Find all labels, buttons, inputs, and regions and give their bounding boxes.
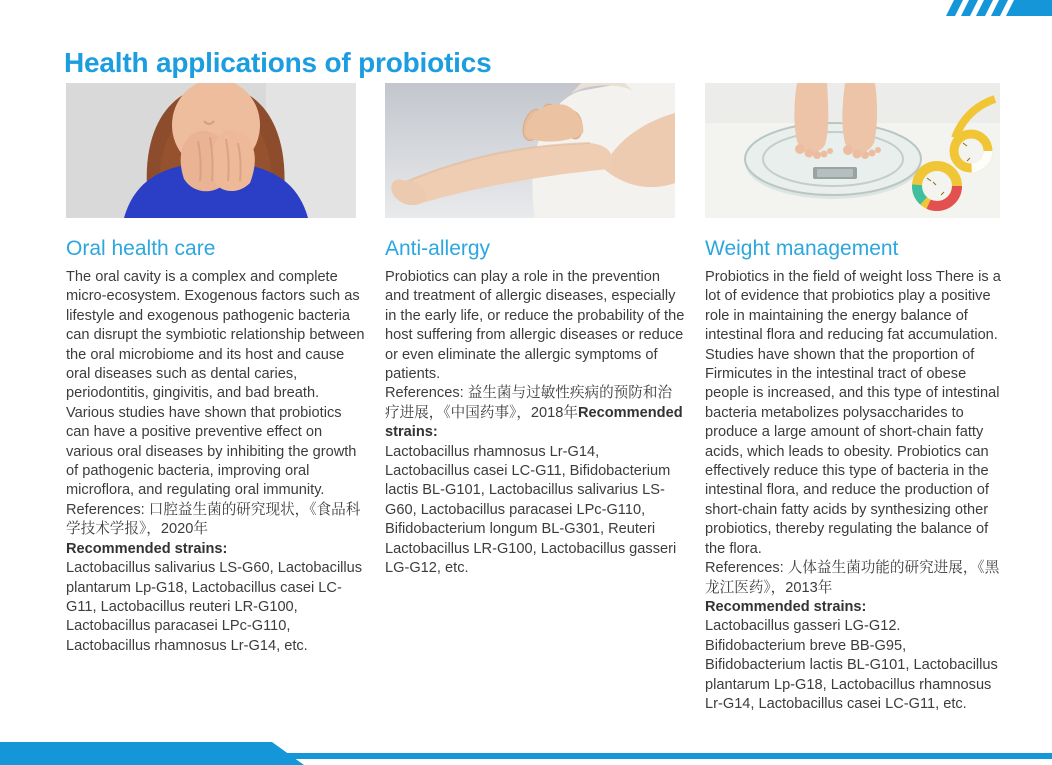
- oral-references: References: 口腔益生菌的研究现状，《食品科学技术学报》，2020年: [66, 501, 361, 538]
- footer-bar-decoration: [0, 740, 1052, 765]
- allergy-references-recommended: [385, 384, 685, 442]
- oral-strains: Lactobacillus salivarius LS-G60, Lactobacillus plantarum Lp-G18, Lactobacillus casei LC-G11, Lactobacillus reuteri LR-G100, Lactobacillus paracasei LPc-G110, Lactobacillus rhamnosus Lr-G14, etc.: [66, 560, 363, 654]
- column-text-oral-health: [66, 268, 366, 656]
- column-oral-health: [66, 83, 366, 656]
- allergy-strains: Lactobacillus rhamnosus Lr-G14, Lactobacillus casei LC-G11, Bifidobacterium lactis BL-G101, Lactobacillus salivarius LS-G60, Lactobacillus paracasei LPc-G110, Bifidobacterium longum BL-G301, Reuteri Lactobacillus LR-G100, Lactobacillus gasseri LG-G12, etc.: [385, 443, 677, 577]
- oral-health-photo: [66, 83, 356, 218]
- column-heading-anti-allergy: Anti-allergy: [385, 237, 491, 260]
- oral-recommended-label: Recommended strains:: [66, 540, 228, 557]
- column-anti-allergy: [385, 83, 685, 579]
- anti-allergy-photo: [385, 83, 675, 218]
- weight-strains: Lactobacillus gasseri LG-G12. Bifidobacterium breve BB-G95, Bifidobacterium lactis BL-G101, Lactobacillus plantarum Lp-G18, Lactobacillus rhamnosus Lr-G14, Lactobacillus casei LC-G11, etc.: [705, 618, 998, 712]
- column-weight-management: [705, 83, 1005, 714]
- column-heading-weight-management: Weight management: [705, 237, 899, 260]
- column-text-weight-management: [705, 268, 1005, 714]
- column-text-anti-allergy: [385, 268, 685, 579]
- weight-management-photo: [705, 83, 1000, 218]
- column-heading-oral-health: Oral health care: [66, 237, 216, 260]
- allergy-description: Probiotics can play a role in the prevention and treatment of allergic diseases, especially in the early life, or reduce the probability of the host suffering from allergic diseases or reduce or even eliminate the allergic symptoms of patients.: [385, 269, 685, 383]
- page-title: Health applications of probiotics: [64, 46, 492, 78]
- allergy-references: References: 益生菌与过敏性疾病的预防和治疗进展，《中国药事》，2018年: [385, 385, 673, 421]
- weight-recommended-label: Recommended strains:: [705, 598, 867, 615]
- oral-description: The oral cavity is a complex and complete micro-ecosystem. Exogenous factors such as lifestyle and exogenous pathogenic bacteria can disrupt the symbiotic relationship between the oral microbiome and its host and cause oral diseases such as dental caries, periodontitis, gingivitis, and bad breath. Various studies have shown that probiotics can have a positive preventive effect on various oral diseases by inhibiting the growth of pathogenic bacteria, improving oral microflora, and regulating oral immunity.: [66, 269, 365, 499]
- weight-references: References: 人体益生菌功能的研究进展，《黑龙江医药》，2013年: [705, 560, 1000, 596]
- allergy-recommended-label: Recommended strains:: [385, 404, 683, 441]
- weight-description: Probiotics in the field of weight loss There is a lot of evidence that probiotics play a positive role in maintaining the energy balance of intestinal flora and reducing fat accumulation. Studies have shown that the proportion of Firmicutes in the intestinal tract of obese people is increased, and this type of intestinal bacteria metabolizes polysaccharides to produce a large amount of short-chain fatty acids, which leads to obesity. Probiotics can effectively reduce this type of bacteria in the intestinal flora, and reduce the production of short-chain fatty acids by synthesizing other probiotics, thereby regulating the balance of the flora.: [705, 269, 1001, 557]
- corner-stripes-decoration: [932, 0, 1052, 20]
